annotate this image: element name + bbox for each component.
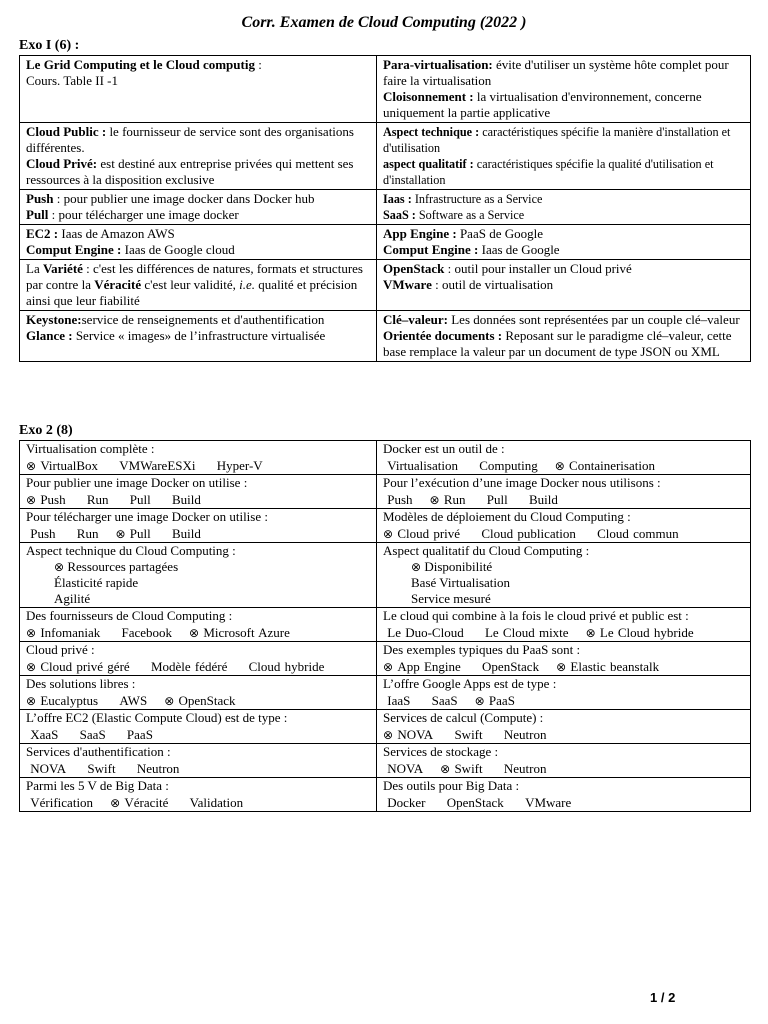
option-list [26, 625, 371, 641]
exo1-entry [383, 277, 745, 293]
question-text: L’offre EC2 (Elastic Compute Cloud) est de type : [26, 710, 288, 725]
option-item [26, 591, 371, 607]
exo1-term: Variété [42, 261, 83, 276]
option-list [26, 492, 371, 508]
exo2-cell-left [20, 475, 377, 509]
exo1-entry [383, 207, 745, 223]
exo1-text: Software as a Service [415, 208, 525, 222]
exo2-row [20, 608, 751, 642]
exo2-cell-right [377, 778, 751, 812]
option-list [383, 761, 745, 777]
exo1-text: la virtualisation d'environnement, concerne uniquement la partie applicative [383, 89, 702, 120]
exo1-cell-left [20, 123, 377, 190]
exo1-text: Iaas de Google cloud [121, 242, 235, 257]
exo1-text: : outil pour installer un Cloud privé [444, 261, 632, 276]
checked-box-icon: ⊗ [383, 728, 394, 742]
question-text: Des exemples typiques du PaaS sont : [383, 642, 581, 657]
option-label: XaaS [30, 727, 59, 742]
exo1-text: Iaas de Amazon AWS [58, 226, 175, 241]
exo1-entry [383, 124, 745, 156]
exo1-entry [26, 328, 371, 344]
option-list [383, 625, 745, 641]
option-label: Cloud commun [597, 526, 679, 541]
question-text: Pour l’exécution d’une image Docker nous utilisons : [383, 475, 661, 490]
exo1-entry [383, 261, 745, 277]
question-text: Virtualisation complète : [26, 441, 155, 456]
exo2-cell-right [377, 509, 751, 543]
option-label: Vérification [30, 795, 94, 810]
checked-box-icon: ⊗ [115, 527, 126, 541]
option-label: Élasticité rapide [54, 575, 139, 590]
exo1-entry [383, 242, 745, 258]
option-list [383, 492, 745, 508]
option-label: Cloud publication [481, 526, 576, 541]
exo1-term: Véracité [94, 277, 142, 292]
checked-box-icon: ⊗ [26, 660, 37, 674]
exo1-term: Orientée documents : [383, 328, 503, 343]
option-item [383, 575, 745, 591]
exo1-entry [383, 57, 745, 89]
question-text: Services de calcul (Compute) : [383, 710, 544, 725]
option-label: Infomaniak [40, 625, 101, 640]
option-label: VMWareESXi [119, 458, 196, 473]
checked-box-icon: ⊗ [26, 493, 37, 507]
exo1-term: VMware [383, 277, 432, 292]
option-label: Push [40, 492, 66, 507]
exo1-text: évite d'utiliser un système hôte complet pour faire la virtualisation [383, 57, 729, 88]
exo2-row [20, 642, 751, 676]
exo1-cell-left [20, 56, 377, 123]
option-label: Ressources partagées [67, 559, 179, 574]
exo1-entry [26, 124, 371, 156]
exo1-entry [383, 312, 745, 328]
exo2-cell-left [20, 642, 377, 676]
exo1-term: Cloud Privé: [26, 156, 98, 171]
option-item [26, 575, 371, 591]
option-label: NOVA [387, 761, 424, 776]
exo1-cell-left [20, 190, 377, 225]
option-label: SaaS [431, 693, 458, 708]
option-label: Build [172, 492, 201, 507]
option-label: App Engine [397, 659, 461, 674]
option-label: Neutron [136, 761, 180, 776]
option-label: Basé Virtualisation [411, 575, 510, 590]
exo1-cell-right [377, 123, 751, 190]
exo2-cell-left [20, 778, 377, 812]
option-label: Pull [129, 492, 151, 507]
exo1-entry [383, 226, 745, 242]
option-label: Cloud privé [397, 526, 461, 541]
exo1-table [19, 55, 751, 362]
question-text: Parmi les 5 V de Big Data : [26, 778, 169, 793]
exo2-cell-right [377, 744, 751, 778]
option-list [26, 526, 371, 542]
question-text: Aspect qualitatif du Cloud Computing : [383, 543, 590, 558]
option-label: Hyper-V [216, 458, 263, 473]
question-text: Le cloud qui combine à la fois le cloud privé et public est : [383, 608, 689, 623]
exo1-text: : pour télécharger une image docker [48, 207, 239, 222]
exo1-entry [26, 261, 371, 309]
exo1-term: EC2 : [26, 226, 59, 241]
exo2-row [20, 543, 751, 608]
exo1-text: Service « images» de l’infrastructure virtualisée [72, 328, 326, 343]
exo2-row [20, 475, 751, 509]
exo1-text: La [26, 261, 43, 276]
exo1-entry [383, 89, 745, 121]
exo1-cell-left [20, 311, 377, 362]
exo1-text: : pour publier une image docker dans Docker hub [53, 191, 315, 206]
question-text: Services de stockage : [383, 744, 499, 759]
checked-box-icon: ⊗ [383, 660, 394, 674]
exo1-term: Cloisonnement : [383, 89, 474, 104]
exo1-text: : c'est les différences de natures, formats et structures par contre la [26, 261, 363, 292]
exo2-cell-right [377, 608, 751, 642]
exo2-cell-left [20, 710, 377, 744]
exo2-cell-right [377, 710, 751, 744]
question-text: Cloud privé : [26, 642, 95, 657]
exo2-cell-left [20, 441, 377, 475]
exo1-entry [26, 156, 371, 188]
option-label: Neutron [503, 727, 547, 742]
option-label: Swift [87, 761, 116, 776]
question-text: Docker est un outil de : [383, 441, 505, 456]
option-item [383, 559, 745, 575]
exo1-heading: Exo I (6) : [19, 38, 80, 53]
option-label: Le Cloud hybride [599, 625, 694, 640]
exo1-term: OpenStack [383, 261, 445, 276]
exo1-text: Infrastructure as a Service [411, 192, 543, 206]
option-label: Computing [479, 458, 538, 473]
question-text: Aspect technique du Cloud Computing : [26, 543, 236, 558]
exo1-term: Para-virtualisation: [383, 57, 493, 72]
option-label: PaaS [126, 727, 153, 742]
question-text: L’offre Google Apps est de type : [383, 676, 557, 691]
checked-box-icon: ⊗ [554, 459, 565, 473]
option-list [26, 795, 371, 811]
exo1-term: Keystone: [26, 312, 82, 327]
option-label: OpenStack [178, 693, 236, 708]
question-text: Pour télécharger une image Docker on utilise : [26, 509, 268, 524]
option-list [383, 526, 745, 542]
exo1-text: Les données sont représentées par un couple clé–valeur [447, 312, 740, 327]
checked-box-icon: ⊗ [383, 527, 394, 541]
exo1-cell-right [377, 56, 751, 123]
exo2-table [19, 440, 751, 812]
option-item [26, 559, 371, 575]
option-label: Elastic beanstalk [570, 659, 660, 674]
exo1-entry [383, 156, 745, 188]
exo2-row [20, 441, 751, 475]
exo1-term: App Engine : [383, 226, 457, 241]
exo1-row [20, 190, 751, 225]
exo1-text: Cours. Table II -1 [26, 73, 118, 88]
option-label: Containerisation [569, 458, 655, 473]
option-label: Eucalyptus [40, 693, 99, 708]
option-list [26, 458, 371, 474]
exo1-text: caractéristiques spécifie la qualité d'utilisation et d'installation [383, 157, 714, 187]
exo2-cell-left [20, 744, 377, 778]
option-list [383, 795, 745, 811]
option-label: Pull [129, 526, 151, 541]
exo2-cell-right [377, 441, 751, 475]
page-number: 1 / 2 [650, 990, 676, 1005]
option-list [26, 693, 371, 709]
option-label: Modèle fédéré [150, 659, 228, 674]
option-list [383, 727, 745, 743]
option-label: VirtualBox [40, 458, 99, 473]
option-label: Push [30, 526, 56, 541]
checked-box-icon: ⊗ [110, 796, 121, 810]
exo1-entry [26, 242, 371, 258]
option-label: Swift [454, 727, 483, 742]
question-text: Des outils pour Big Data : [383, 778, 520, 793]
option-label: Le Cloud mixte [484, 625, 569, 640]
checked-box-icon: ⊗ [54, 560, 65, 574]
question-text: Pour publier une image Docker on utilise : [26, 475, 248, 490]
exo1-term: Push [26, 191, 54, 206]
exo1-row [20, 260, 751, 311]
exo1-text: qualité et précision ainsi que leur fiabilité [26, 277, 358, 308]
question-text: Des fournisseurs de Cloud Computing : [26, 608, 233, 623]
exo2-cell-left [20, 608, 377, 642]
option-list [383, 693, 745, 709]
exo1-text: Iaas de Google [478, 242, 560, 257]
question-text: Services d'authentification : [26, 744, 171, 759]
checked-box-icon: ⊗ [26, 626, 37, 640]
option-label: Swift [454, 761, 483, 776]
exo1-text: : outil de virtualisation [431, 277, 554, 292]
option-label: Agilité [54, 591, 91, 606]
exo1-term: Comput Engine : [383, 242, 479, 257]
checked-box-icon: ⊗ [474, 694, 485, 708]
exo1-entry [383, 191, 745, 207]
exo1-term: SaaS : [383, 208, 416, 222]
exo1-cell-left [20, 260, 377, 311]
option-list [383, 458, 745, 474]
checked-box-icon: ⊗ [585, 626, 596, 640]
exo2-row [20, 676, 751, 710]
exo1-cell-right [377, 190, 751, 225]
exo1-term: Comput Engine : [26, 242, 122, 257]
exo1-term: Le Grid Computing et le Cloud computig [26, 57, 255, 72]
checked-box-icon: ⊗ [411, 560, 422, 574]
exo1-row [20, 123, 751, 190]
exo1-term: Iaas : [383, 192, 412, 206]
exo1-text: caractéristiques spécifie la manière d'installation et d'utilisation [383, 125, 731, 155]
checked-box-icon: ⊗ [189, 626, 200, 640]
option-label: Neutron [503, 761, 547, 776]
exo1-term: aspect qualitatif : [383, 157, 474, 171]
checked-box-icon: ⊗ [164, 694, 175, 708]
option-label: Run [86, 492, 109, 507]
checked-box-icon: ⊗ [429, 493, 440, 507]
exo1-text: : [254, 57, 262, 72]
option-label: Docker [387, 795, 426, 810]
checked-box-icon: ⊗ [440, 762, 451, 776]
exo1-entry [26, 57, 371, 73]
option-label: Le Duo-Cloud [387, 625, 464, 640]
option-list [26, 727, 371, 743]
option-label: Facebook [121, 625, 173, 640]
exo2-cell-left [20, 543, 377, 608]
option-label: Disponibilité [424, 559, 493, 574]
exo2-row [20, 710, 751, 744]
option-list [26, 659, 371, 675]
option-label: Build [172, 526, 201, 541]
exo1-cell-right [377, 225, 751, 260]
option-label: NOVA [397, 727, 434, 742]
option-label: Pull [486, 492, 508, 507]
exo1-term: Pull [26, 207, 49, 222]
exo1-term: Aspect technique : [383, 125, 480, 139]
option-label: OpenStack [446, 795, 504, 810]
exo1-entry [26, 207, 371, 223]
option-label: Push [387, 492, 413, 507]
exo1-entry [26, 312, 371, 328]
option-label: OpenStack [482, 659, 540, 674]
option-label: Run [76, 526, 99, 541]
exo2-cell-right [377, 676, 751, 710]
exo1-row [20, 56, 751, 123]
option-label: Virtualisation [387, 458, 458, 473]
option-label: Run [443, 492, 466, 507]
document-title: Corr. Examen de Cloud Computing (2022 ) [241, 14, 527, 31]
exo2-heading: Exo 2 (8) [19, 423, 73, 438]
exo1-row [20, 225, 751, 260]
exo1-cell-right [377, 311, 751, 362]
exo2-cell-left [20, 676, 377, 710]
exo1-term: Cloud Public : [26, 124, 107, 139]
exo1-italic: i.e. [239, 277, 256, 292]
exo1-cell-left [20, 225, 377, 260]
exo2-cell-right [377, 543, 751, 608]
exo1-term: Glance : [26, 328, 73, 343]
option-list [383, 659, 745, 675]
checked-box-icon: ⊗ [26, 459, 37, 473]
question-text: Modèles de déploiement du Cloud Computing : [383, 509, 631, 524]
exo1-cell-right [377, 260, 751, 311]
exo2-cell-right [377, 642, 751, 676]
exo1-text: service de renseignements et d'authentification [81, 312, 325, 327]
exo1-text: c'est leur validité, [141, 277, 240, 292]
option-label: Véracité [124, 795, 169, 810]
exo1-term: Clé–valeur: [383, 312, 448, 327]
option-label: Validation [189, 795, 244, 810]
option-label: IaaS [387, 693, 411, 708]
exo1-entry [26, 191, 371, 207]
exo2-row [20, 509, 751, 543]
option-label: Build [529, 492, 558, 507]
exo1-text: le fournisseur de service sont des organisations différentes. [26, 124, 354, 155]
exo1-row [20, 311, 751, 362]
exo2-row [20, 778, 751, 812]
option-label: SaaS [79, 727, 106, 742]
exo2-cell-right [377, 475, 751, 509]
option-label: Cloud hybride [248, 659, 325, 674]
option-label: Service mesuré [411, 591, 491, 606]
option-label: AWS [119, 693, 148, 708]
question-text: Des solutions libres : [26, 676, 136, 691]
option-label: NOVA [30, 761, 67, 776]
option-list [26, 761, 371, 777]
checked-box-icon: ⊗ [26, 694, 37, 708]
option-label: Cloud privé géré [40, 659, 130, 674]
option-label: VMware [525, 795, 572, 810]
option-label: PaaS [488, 693, 515, 708]
exo1-entry [383, 328, 745, 360]
exo2-row [20, 744, 751, 778]
exo2-cell-left [20, 509, 377, 543]
exo1-entry [26, 73, 371, 89]
option-item [383, 591, 745, 607]
exo1-text: Reposant sur le paradigme clé–valeur, cette base remplace la valeur par un document de type JSON ou XML [383, 328, 732, 359]
exo1-entry [26, 226, 371, 242]
exo1-text: PaaS de Google [456, 226, 543, 241]
checked-box-icon: ⊗ [556, 660, 567, 674]
option-label: Microsoft Azure [203, 625, 290, 640]
exo1-text: est destiné aux entreprise privées qui mettent ses ressources à la disposition exclusive [26, 156, 354, 187]
